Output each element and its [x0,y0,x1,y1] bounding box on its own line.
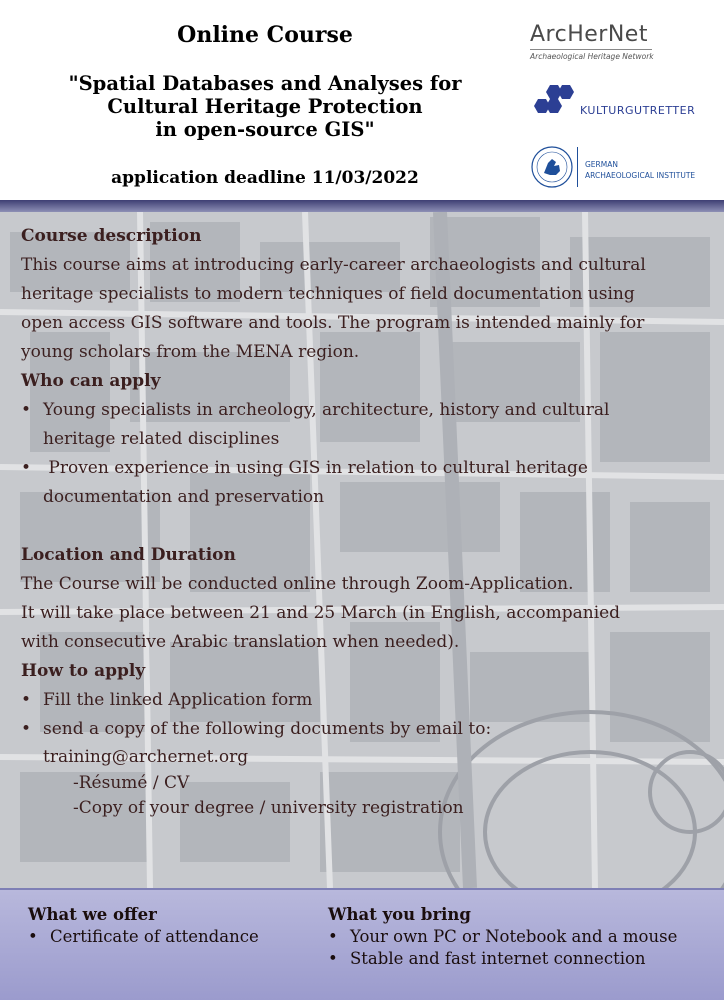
course-description-line: heritage specialists to modern techniques of field documentation using [21,284,635,304]
course-description-line: This course aims at introducing early-career archaeologists and cultural [21,255,646,275]
griffin-seal-icon [530,145,574,189]
dai-logo-line1: GERMAN [585,160,618,169]
course-name-line: in open-source GIS" [155,118,375,141]
list-item [21,686,701,715]
list-item-text: send a copy of the following documents by email to: [43,719,492,739]
header-divider-band [0,200,724,212]
hexagon-cluster-icon [530,83,576,117]
email-link[interactable]: training@archernet.org [43,747,249,767]
who-can-apply-heading: Who can apply [21,371,161,391]
list-item [21,454,701,512]
list-item-text: Certificate of attendance [50,927,259,946]
what-we-offer-heading: What we offer [28,905,157,924]
list-item-line: heritage related disciplines [43,429,280,449]
archernet-logo-rule [530,49,652,50]
bullet-icon: • [21,690,32,710]
course-name [0,72,530,141]
list-item [328,926,718,948]
location-heading: Location and Duration [21,545,236,565]
document-item: -Résumé / CV [73,773,190,793]
application-form-link[interactable]: Fill the linked Application form [43,690,313,710]
document-item: -Copy of your degree / university registration [73,798,464,818]
dai-logo-divider [577,147,578,187]
main-content [21,222,701,821]
dai-logo-line2: ARCHAEOLOGICAL INSTITUTE [585,171,696,180]
list-item-text: Stable and fast internet connection [350,949,646,968]
what-you-bring-section [328,904,718,970]
list-item [21,715,701,744]
location-line: with consecutive Arabic translation when needed). [21,632,460,652]
bullet-icon: • [21,400,32,420]
list-item [28,926,318,948]
bullet-icon: • [328,927,338,946]
kulturgutretter-logo [530,83,710,119]
what-we-offer-section [28,904,318,948]
course-type: Online Course [177,22,353,48]
course-description-line: young scholars from the MENA region. [21,342,360,362]
list-item [328,948,718,970]
footer [0,888,724,1000]
list-item-line: documentation and preservation [43,487,325,507]
bullet-icon: • [21,458,32,478]
course-name-line: "Spatial Databases and Analyses for [68,72,462,95]
list-item [21,396,701,454]
list-item-line: Young specialists in archeology, architecture, history and cultural [43,400,610,420]
application-deadline: application deadline 11/03/2022 [111,168,419,188]
section-spacer [21,512,701,541]
how-to-apply-heading: How to apply [21,661,146,681]
archernet-logo-name: ArcHerNet [530,22,648,47]
list-item-text: Your own PC or Notebook and a mouse [350,927,678,946]
course-description-heading: Course description [21,226,202,246]
location-line: The Course will be conducted online through Zoom-Application. [21,574,574,594]
list-item-line: Proven experience in using GIS in relation to cultural heritage [43,458,588,478]
course-name-line: Cultural Heritage Protection [107,95,423,118]
bullet-icon: • [328,949,338,968]
bullet-icon: • [28,927,38,946]
bullet-icon: • [21,719,32,739]
what-you-bring-heading: What you bring [328,905,471,924]
course-description-text [21,251,701,367]
location-text [21,570,701,657]
archernet-logo [530,22,680,61]
kulturgutretter-logo-name: KULTURGUTRETTER [580,104,696,117]
header [0,0,724,200]
location-line: It will take place between 21 and 25 March (in English, accompanied [21,603,621,623]
course-description-line: open access GIS software and tools. The program is intended mainly for [21,313,645,333]
dai-logo [530,145,710,189]
archernet-logo-subtitle: Archaeological Heritage Network [530,52,654,61]
